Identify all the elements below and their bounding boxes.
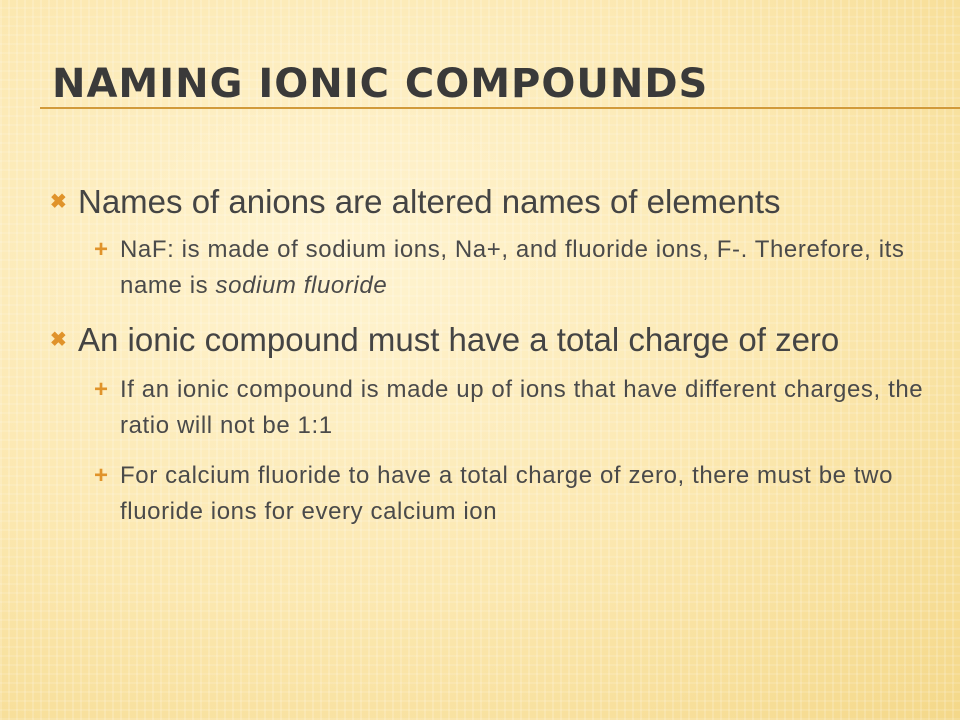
plus-bullet-icon: + [94, 376, 109, 403]
plus-bullet-icon: + [94, 462, 109, 489]
bullet-text: Names of anions are altered names of elements [78, 183, 781, 220]
sub-bullet-item [78, 372, 949, 444]
cross-bullet-icon: ✖ [50, 191, 67, 213]
sub-bullet-emphasis: sodium fluoride [215, 272, 388, 299]
sub-bullet-text: For calcium fluoride to have a total charge of zero, there must be two fluoride ions for every calcium ion [120, 462, 894, 525]
plus-bullet-icon: + [94, 236, 109, 263]
slide-body [44, 180, 949, 530]
cross-bullet-icon: ✖ [50, 329, 67, 351]
bullet-item [44, 318, 949, 362]
sub-bullet-item [78, 232, 949, 304]
slide-title: NAMING IONIC COMPOUNDS [52, 61, 709, 107]
sub-bullet-text: NaF: is made of sodium ions, Na+, and fluoride ions, F-. Therefore, its name is [120, 236, 905, 299]
bullet-text: An ionic compound must have a total charge of zero [78, 321, 840, 358]
bullet-item [44, 180, 949, 224]
sub-bullet-text: If an ionic compound is made up of ions that have different charges, the ratio will not be 1:1 [120, 376, 924, 439]
sub-bullet-item [78, 458, 949, 530]
title-underline [40, 107, 960, 109]
